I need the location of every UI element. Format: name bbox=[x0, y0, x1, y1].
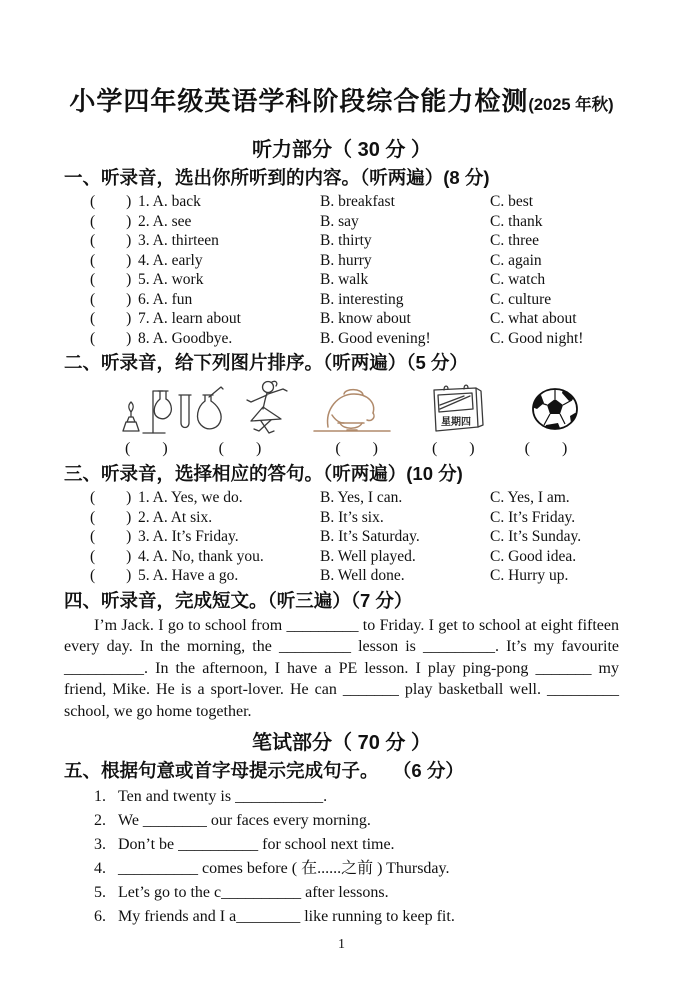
answer-blank: ( ) bbox=[90, 271, 132, 288]
option-b: B. say bbox=[320, 212, 359, 230]
answer-blank: ( ) bbox=[90, 567, 132, 584]
order-blank-2: ( ) bbox=[218, 440, 262, 457]
option-a: 3. A. It’s Friday. bbox=[138, 528, 239, 545]
science-lab-image bbox=[113, 380, 225, 436]
item-text: We ________ our faces every morning. bbox=[118, 812, 371, 829]
mc-row-4 bbox=[90, 547, 619, 567]
section2-header: 二、听录音，给下列图片排序。（听两遍）（5 分） bbox=[64, 352, 468, 373]
fill-row-2 bbox=[94, 809, 619, 833]
answer-blank: ( ) bbox=[90, 528, 132, 545]
picture-sequence bbox=[64, 378, 619, 436]
cloze-passage: I’m Jack. I go to school from _________ to Friday. I get to school at eight fifteen every day. In the morning, the _________ lesson is _________. It’s my favourite __________. In the afternoon, I have a PE lesson. I play ping-pong _______ my friend, Mike. He is a sport-lover. He can _______ play basketball well. _________ school, we go home together. bbox=[64, 616, 619, 720]
mc-row-5 bbox=[90, 566, 619, 586]
answer-blank: ( ) bbox=[90, 547, 132, 565]
option-b: B. Yes, I can. bbox=[320, 489, 403, 506]
option-b: B. thirty bbox=[320, 232, 372, 249]
mc-row-4 bbox=[90, 251, 619, 271]
section1-items bbox=[64, 192, 619, 348]
answer-blank: ( ) bbox=[90, 508, 132, 526]
option-a: 1. A. Yes, we do. bbox=[138, 489, 243, 506]
section5-header: 五、根据句意或首字母提示完成句子。 （6 分） bbox=[64, 760, 464, 781]
option-c: C. Good idea. bbox=[490, 547, 577, 565]
option-b: B. know about bbox=[320, 310, 411, 327]
mc-row-1 bbox=[90, 488, 619, 508]
item-text: Ten and twenty is ___________. bbox=[118, 788, 328, 805]
item-number: 6. bbox=[94, 908, 106, 925]
section3-items bbox=[64, 488, 619, 586]
item-text: My friends and I a________ like running to keep fit. bbox=[118, 908, 455, 925]
option-c: C. three bbox=[490, 232, 540, 249]
fill-row-6 bbox=[94, 905, 619, 929]
order-answer-blanks bbox=[64, 439, 619, 459]
answer-blank: ( ) bbox=[90, 310, 132, 327]
item-number: 3. bbox=[94, 836, 106, 853]
fill-row-4 bbox=[94, 857, 619, 881]
option-a: 5. A. Have a go. bbox=[138, 567, 239, 584]
option-c: C. It’s Sunday. bbox=[490, 528, 582, 545]
option-b: B. walk bbox=[320, 271, 369, 288]
option-b: B. breakfast bbox=[320, 193, 395, 210]
section3-header: 三、听录音，选择相应的答句。（听两遍）(10 分) bbox=[64, 463, 463, 484]
option-a: 3. A. thirteen bbox=[138, 232, 219, 249]
item-text: Let’s go to the c__________ after lessons. bbox=[118, 884, 389, 901]
option-a: 2. A. At six. bbox=[138, 508, 213, 526]
written-part-header: 笔试部分（ 70 分 ） bbox=[252, 732, 431, 754]
answer-blank: ( ) bbox=[90, 329, 132, 347]
option-c: C. It’s Friday. bbox=[490, 508, 576, 526]
dancing-girl-image bbox=[241, 378, 291, 436]
option-b: B. Good evening! bbox=[320, 329, 431, 347]
option-c: C. again bbox=[490, 251, 542, 269]
option-c: C. Yes, I am. bbox=[490, 489, 570, 506]
answer-blank: ( ) bbox=[90, 193, 132, 210]
title-suffix: (2025 年秋) bbox=[528, 96, 614, 114]
fill-row-5 bbox=[94, 881, 619, 905]
option-b: B. interesting bbox=[320, 290, 404, 308]
option-c: C. Good night! bbox=[490, 329, 584, 347]
thursday-calendar-image bbox=[426, 382, 486, 436]
option-b: B. Well done. bbox=[320, 567, 405, 584]
mc-row-2 bbox=[90, 508, 619, 528]
order-blank-1: ( ) bbox=[125, 440, 168, 457]
answer-blank: ( ) bbox=[90, 290, 132, 308]
title-main: 小学四年级英语学科阶段综合能力检测 bbox=[69, 86, 529, 116]
item-number: 1. bbox=[94, 788, 106, 805]
option-b: B. Well played. bbox=[320, 547, 416, 565]
section4-header: 四、听录音，完成短文。（听三遍）（7 分） bbox=[64, 589, 413, 611]
mc-row-7 bbox=[90, 309, 619, 329]
answer-blank: ( ) bbox=[90, 251, 132, 269]
section5-items bbox=[64, 785, 619, 929]
option-c: C. Hurry up. bbox=[490, 567, 569, 584]
answer-blank: ( ) bbox=[90, 489, 132, 506]
section1-header: 一、听录音，选出你所听到的内容。（听两遍）(8 分) bbox=[64, 167, 490, 188]
option-c: C. thank bbox=[490, 212, 543, 230]
mc-row-3 bbox=[90, 231, 619, 251]
option-a: 4. A. early bbox=[138, 251, 203, 269]
mc-row-8 bbox=[90, 329, 619, 349]
option-c: C. best bbox=[490, 193, 534, 210]
page-number: 1 bbox=[338, 937, 345, 952]
page-title bbox=[64, 84, 619, 123]
listening-part-header: 听力部分（ 30 分 ） bbox=[252, 139, 431, 161]
option-a: 6. A. fun bbox=[138, 290, 193, 308]
calendar-label: 星期四 bbox=[441, 417, 471, 428]
answer-blank: ( ) bbox=[90, 232, 132, 249]
item-number: 4. bbox=[94, 860, 106, 877]
mc-row-2 bbox=[90, 212, 619, 232]
mc-row-1 bbox=[90, 192, 619, 212]
answer-blank: ( ) bbox=[90, 212, 132, 230]
item-number: 5. bbox=[94, 884, 106, 901]
option-a: 5. A. work bbox=[138, 271, 204, 288]
option-c: C. watch bbox=[490, 271, 546, 288]
option-b: B. It’s Saturday. bbox=[320, 528, 420, 545]
item-text: Don’t be __________ for school next time. bbox=[118, 836, 395, 853]
fill-row-1 bbox=[94, 785, 619, 809]
option-a: 1. A. back bbox=[138, 193, 201, 210]
fill-row-3 bbox=[94, 833, 619, 857]
option-b: B. It’s six. bbox=[320, 508, 384, 526]
option-a: 2. A. see bbox=[138, 212, 192, 230]
option-c: C. culture bbox=[490, 290, 552, 308]
option-b: B. hurry bbox=[320, 251, 372, 269]
mc-row-5 bbox=[90, 270, 619, 290]
option-a: 4. A. No, thank you. bbox=[138, 547, 264, 565]
eating-person-image bbox=[310, 380, 394, 436]
order-blank-5: ( ) bbox=[524, 440, 568, 457]
option-a: 7. A. learn about bbox=[138, 310, 241, 327]
football-image bbox=[531, 386, 579, 432]
item-number: 2. bbox=[94, 812, 106, 829]
option-a: 8. A. Goodbye. bbox=[138, 329, 233, 347]
mc-row-3 bbox=[90, 527, 619, 547]
item-text: __________ comes before ( 在......之前 ) Thursday. bbox=[118, 860, 450, 877]
mc-row-6 bbox=[90, 290, 619, 310]
order-blank-3: ( ) bbox=[335, 440, 378, 457]
option-c: C. what about bbox=[490, 310, 577, 327]
order-blank-4: ( ) bbox=[431, 440, 475, 457]
